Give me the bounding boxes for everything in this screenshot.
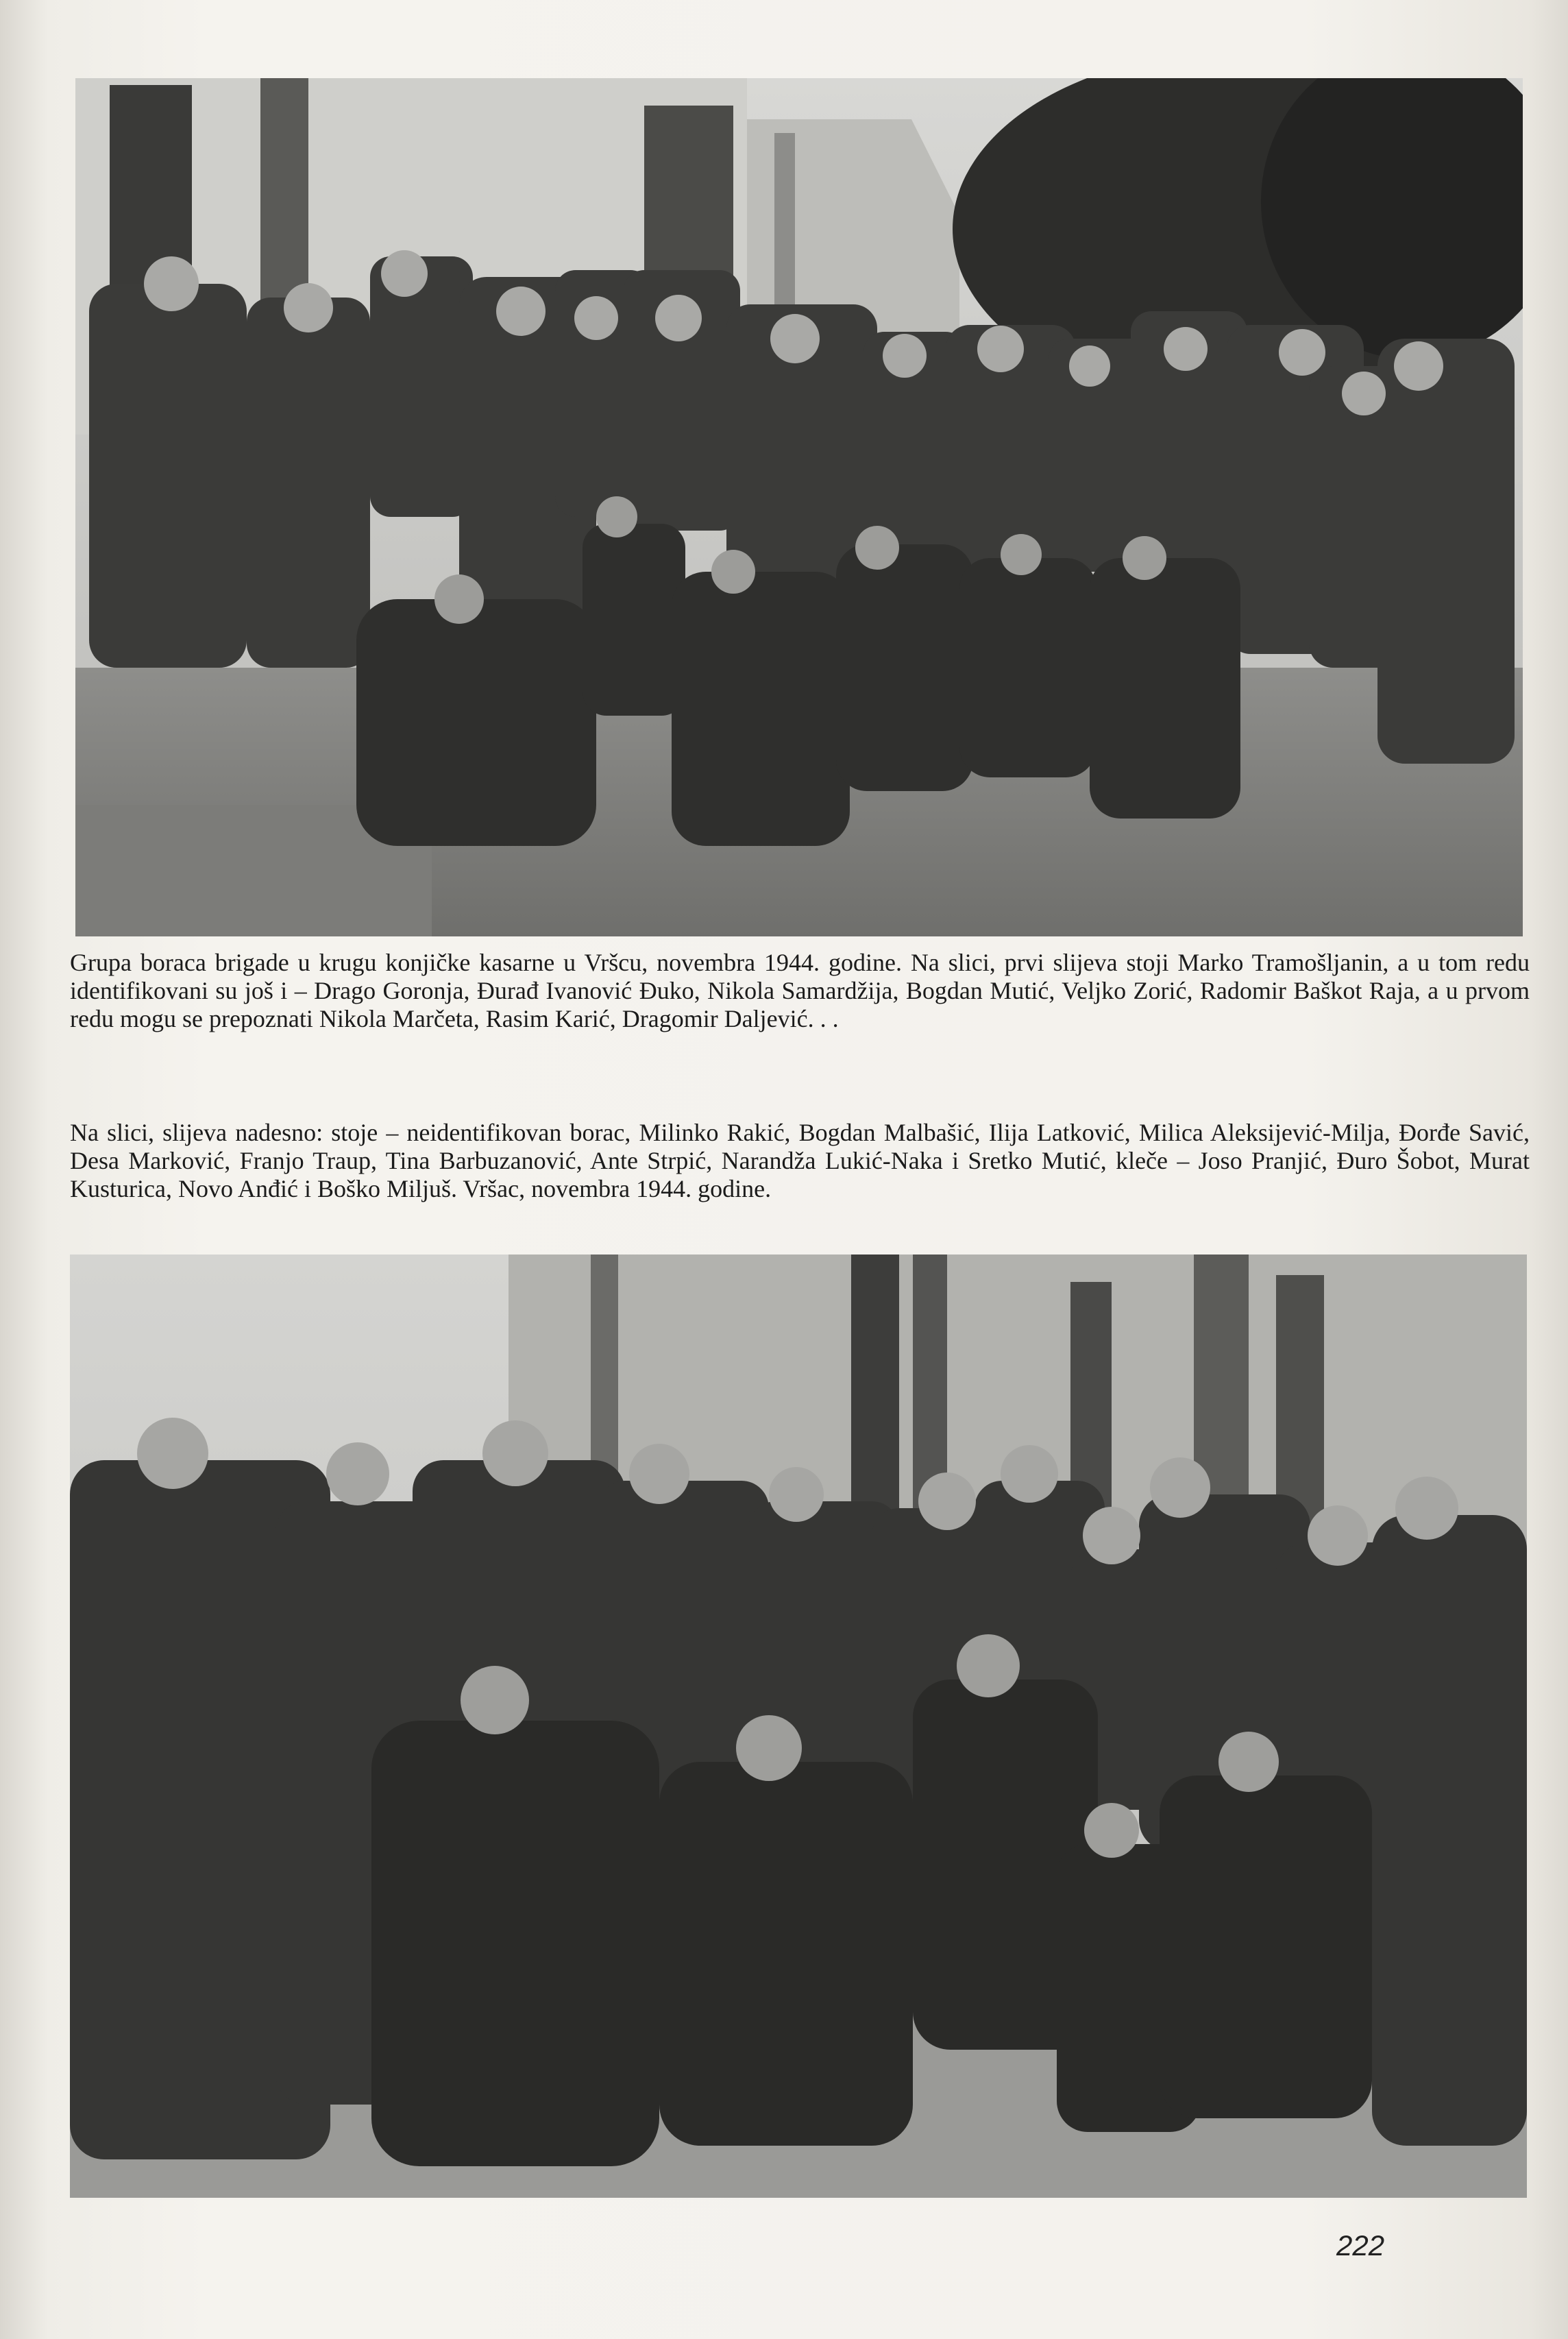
- top-photo-image: [75, 78, 1523, 936]
- photo-caption-top: Grupa boraca brigade u krugu konjičke kasarne u Vršcu, novembra 1944. godine. Na slici, prvi slijeva stoji Marko Tramošljanin, a u tom redu identifikovani su još i – Drago Goronja, Đurađ Ivanović Đuko, Nikola Samardžija, Bogdan Mutić, Veljko Zorić, Radomir Baškot Raja, a u prvom redu mogu se prepoznati Nikola Marčeta, Rasim Karić, Dragomir Daljević. . .: [70, 949, 1530, 1032]
- bottom-photo-image: [70, 1255, 1527, 2198]
- top-photograph: [75, 78, 1523, 936]
- photo-caption-bottom: Na slici, slijeva nadesno: stoje – neidentifikovan borac, Milinko Rakić, Bogdan Malbašić, Ilija Latković, Milica Aleksijević-Milja, Đorđe Savić, Desa Marković, Franjo Traup, Tina Barbuzanović, Ante Strpić, Narandža Lukić-Naka i Sretko Mutić, kleče – Joso Pranjić, Đuro Šobot, Murat Kusturica, Novo Anđić i Boško Miljuš. Vršac, novembra 1944. godine.: [70, 1119, 1530, 1202]
- page-number: 222: [1336, 2229, 1385, 2262]
- bottom-photograph: [70, 1255, 1527, 2198]
